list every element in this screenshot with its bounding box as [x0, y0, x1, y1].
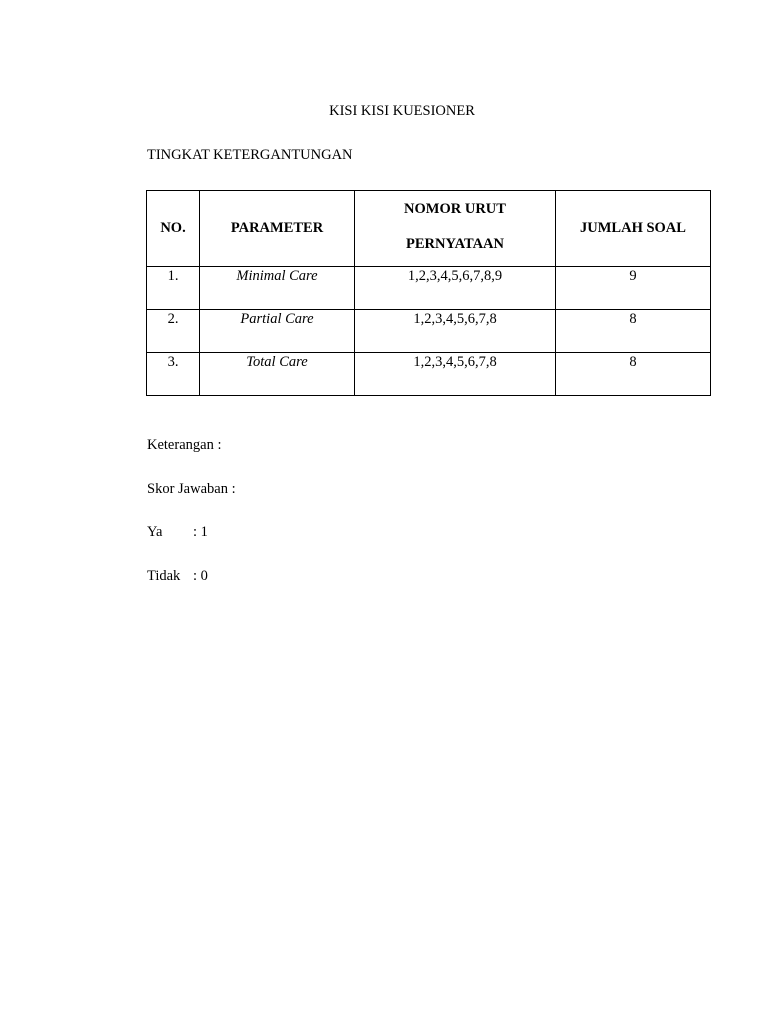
document-subtitle: TINGKAT KETERGANTUNGAN: [147, 147, 353, 163]
table-header-row: [147, 191, 711, 267]
document-title: KISI KISI KUESIONER: [329, 103, 475, 119]
cell-jumlah: 8: [556, 353, 711, 396]
cell-nomor: 1,2,3,4,5,6,7,8: [355, 310, 556, 353]
skor-jawaban-label: Skor Jawaban :: [147, 481, 236, 497]
table-row: [147, 353, 711, 396]
score-tidak-label: Tidak: [147, 568, 181, 584]
table-row: [147, 267, 711, 310]
cell-no: 2.: [147, 310, 200, 353]
score-tidak-value: : 0: [193, 568, 208, 584]
kisi-table: [146, 190, 711, 396]
score-ya-value: : 1: [193, 524, 208, 540]
table-row: [147, 310, 711, 353]
cell-parameter: Total Care: [200, 353, 355, 396]
cell-jumlah: 9: [556, 267, 711, 310]
cell-nomor: 1,2,3,4,5,6,7,8: [355, 353, 556, 396]
header-nomor-line1: NOMOR URUT: [404, 200, 506, 217]
header-jumlah-soal: JUMLAH SOAL: [556, 191, 711, 267]
score-ya: [147, 523, 208, 541]
score-tidak: [147, 567, 208, 585]
keterangan-label: Keterangan :: [147, 437, 222, 453]
cell-jumlah: 8: [556, 310, 711, 353]
header-nomor-line2: PERNYATAAN: [405, 235, 505, 252]
cell-parameter: Partial Care: [200, 310, 355, 353]
cell-parameter: Minimal Care: [200, 267, 355, 310]
header-parameter: PARAMETER: [200, 191, 355, 267]
score-ya-label: Ya: [147, 524, 163, 540]
cell-no: 3.: [147, 353, 200, 396]
header-nomor-urut: [355, 191, 556, 267]
header-no: NO.: [147, 191, 200, 267]
cell-nomor: 1,2,3,4,5,6,7,8,9: [355, 267, 556, 310]
cell-no: 1.: [147, 267, 200, 310]
